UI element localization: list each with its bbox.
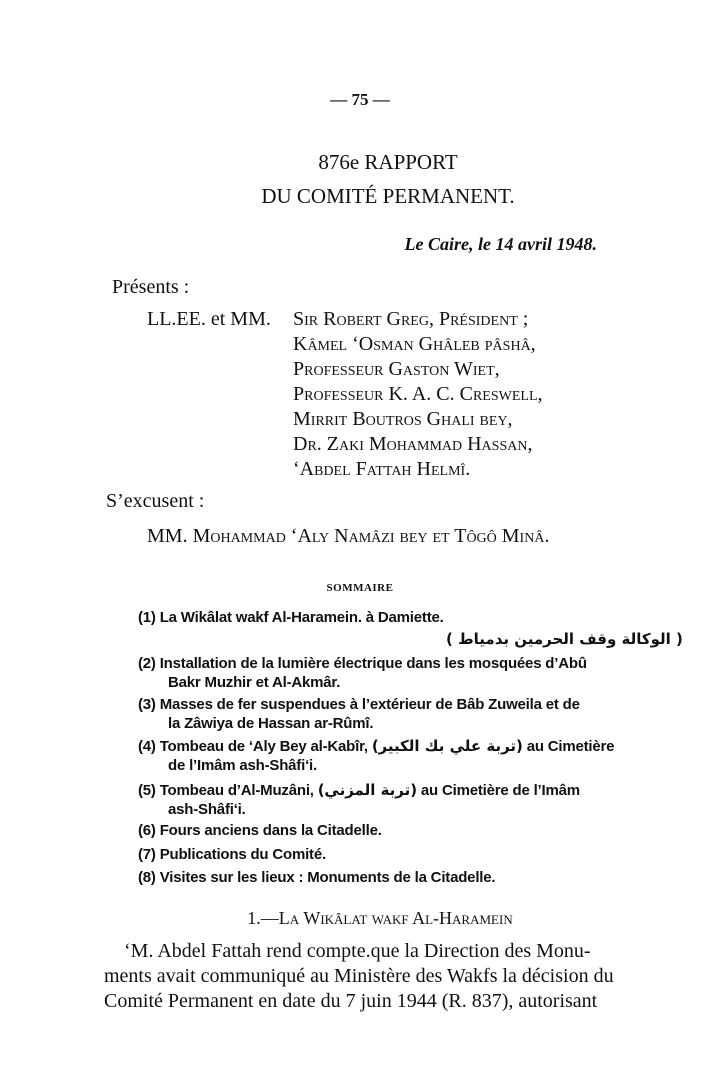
sommaire-item-5 [138,781,580,799]
member-1: Sir Robert Greg, Président ; [293,308,529,330]
arabic-title-1: ( الوكالة وقف الحرمين بدمياط ) [446,630,683,648]
member-7: ‘Abdel Fattah Helmî. [293,458,471,480]
item-text: Masses de fer suspendues à l’extérieur de Bâb Zuweila et de [159,696,580,713]
sommaire-item-2 [138,655,587,672]
report-subtitle: DU COMITÉ PERMANENT. [261,184,515,208]
excused-members: MM. Mohammad ‘Aly Namâzi bey et Tôgô Minâ. [147,525,550,547]
item-text: Tombeau d’Al-Muzâni, [159,782,314,799]
item-text: Installation de la lumière électrique dans les mosquées d’Abû [159,655,587,672]
item-text-after: au Cimetière de l’Imâm [420,782,580,799]
member-4: Professeur K. A. C. Creswell, [293,383,543,405]
item-number: (1) [138,609,156,626]
item-number: (6) [138,822,156,839]
paragraph-line-3: Comité Permanent en date du 7 juin 1944 (R. 837), autorisant [104,990,598,1012]
sommaire-item-4 [138,737,614,755]
item-text: Fours anciens dans la Citadelle. [159,822,382,839]
dateline: Le Caire, le 14 avril 1948. [404,234,597,254]
report-title: 876e RAPPORT [318,150,458,174]
sommaire-item-4-cont: de l’Imâm ash-Shâfi‘i. [168,757,317,774]
presents-label: Présents : [112,276,190,298]
paragraph-line-1: ‘M. Abdel Fattah rend compte.que la Direction des Monu- [124,940,591,962]
paragraph-line-2: ments avait communiqué au Ministère des Wakfs la décision du [104,965,614,987]
sommaire-item-3 [138,696,580,713]
item-number: (4) [138,738,156,755]
sommaire-item-8 [138,869,495,886]
member-5: Mirrit Boutros Ghali bey, [293,408,513,430]
item-text-after: au Cimetière [526,738,615,755]
sommaire-item-1 [138,609,444,626]
item-text: Visites sur les lieux : Monuments de la Citadelle. [159,869,496,886]
member-2: Kâmel ‘Osman Ghâleb pâshâ, [293,333,536,355]
sommaire-heading: SOMMAIRE [326,582,394,594]
excused-label: S’excusent : [106,490,205,512]
item-text: La Wikâlat wakf Al-Haramein. à Damiette. [159,609,444,626]
section-1-heading: 1.—La Wikâlat wakf Al-Haramein [247,908,513,928]
item-number: (7) [138,846,156,863]
sommaire-item-3-cont: la Zâwiya de Hassan ar-Rûmî. [168,715,374,732]
item-number: (3) [138,696,156,713]
item-number: (2) [138,655,156,672]
arabic-title-5: (تربة المزني) [317,781,417,799]
sommaire-item-2-cont: Bakr Muzhir et Al-Akmâr. [168,674,341,691]
item-text: Publications du Comité. [159,846,326,863]
presents-prefix: LL.EE. et MM. [147,308,271,330]
arabic-title-4: (تربة علي بك الكبير) [371,737,523,755]
page-number: — 75 — [330,90,390,109]
sommaire-item-6 [138,822,382,839]
sommaire-item-5-cont: ash-Shâfi‘i. [168,801,246,818]
item-number: (8) [138,869,156,886]
item-text: Tombeau de ‘Aly Bey al-Kabîr, [159,738,368,755]
member-3: Professeur Gaston Wiet, [293,358,500,380]
member-6: Dr. Zaki Mohammad Hassan, [293,433,533,455]
sommaire-item-7 [138,846,326,863]
item-number: (5) [138,782,156,799]
